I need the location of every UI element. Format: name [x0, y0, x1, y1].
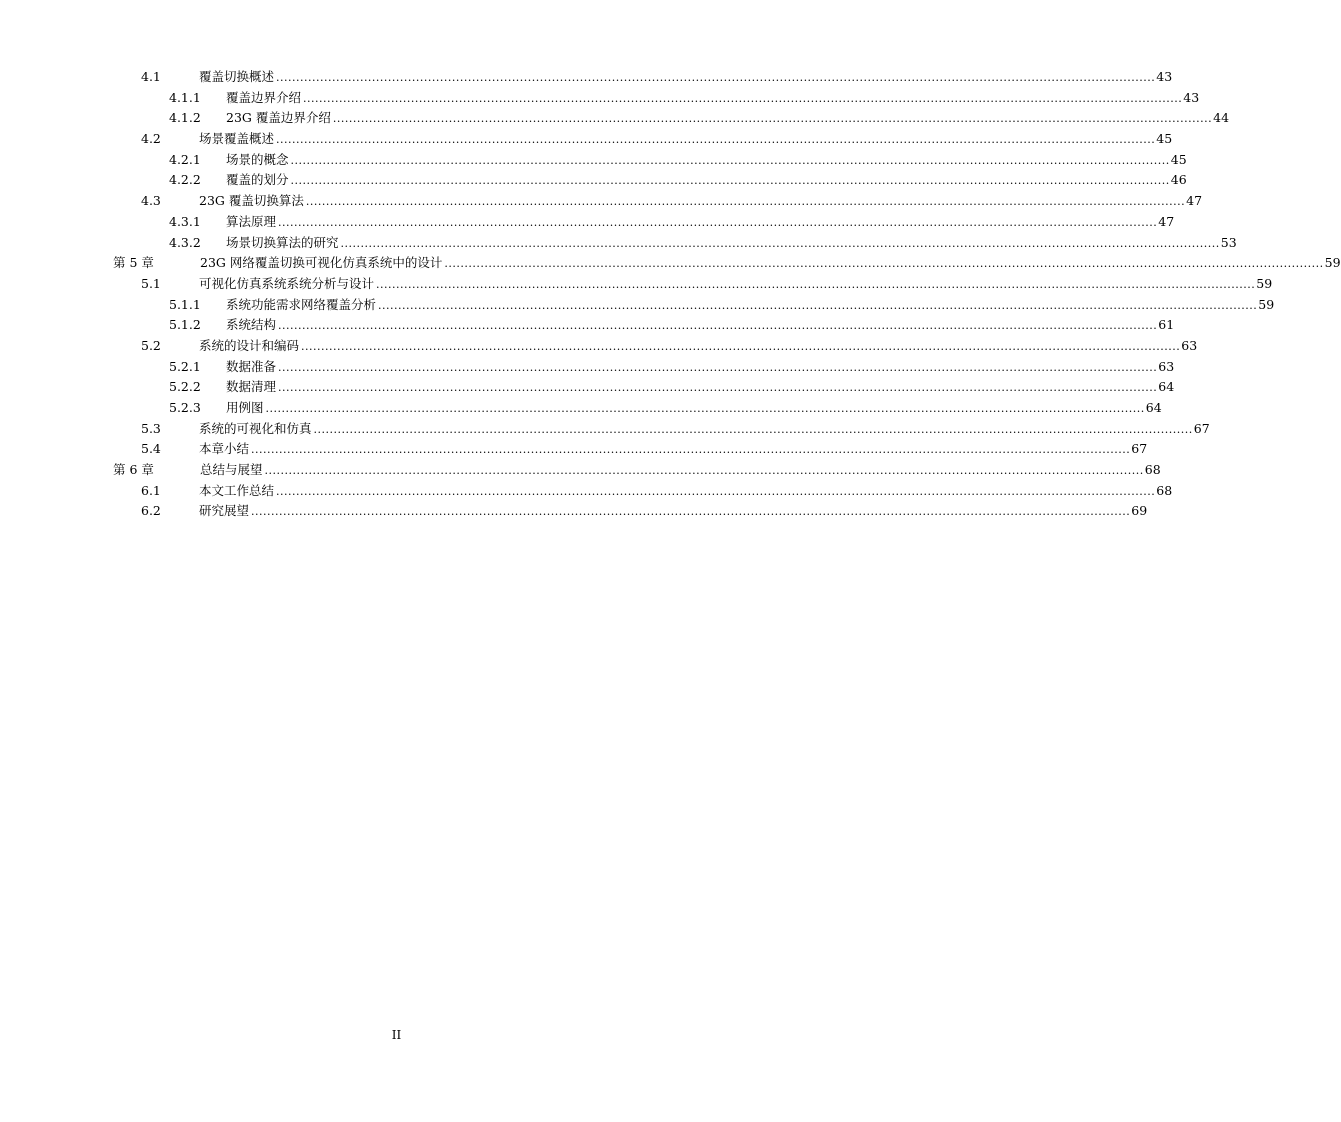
toc-entry-page: 45 — [1156, 131, 1173, 147]
toc-entry-page: 47 — [1158, 213, 1175, 229]
toc-dot-leader: ............................................................................................................................................................................................................................ — [313, 422, 1193, 436]
toc-dot-leader: ............................................................................................................................................................................................................................ — [251, 505, 1131, 519]
toc-entry-title: 数据准备 — [226, 358, 277, 374]
toc-entry-line — [226, 357, 1175, 379]
toc-dot-leader: ............................................................................................................................................................................................................................ — [290, 174, 1170, 188]
toc-entry-line — [199, 274, 1273, 296]
toc-entry-line — [199, 129, 1173, 151]
toc-entry-title: 数据清理 — [226, 379, 277, 395]
toc-entry-title: 用例图 — [226, 400, 264, 415]
toc-dot-leader: ............................................................................................................................................................................................................................ — [332, 112, 1213, 126]
toc-entry-number: 5.2 — [141, 337, 161, 353]
toc-entry-number: 4.1.1 — [169, 89, 201, 105]
toc-entry-title: 覆盖切换概述 — [199, 69, 275, 84]
toc-entry-number: 5.1.1 — [169, 296, 201, 312]
toc-entry-page: 44 — [1213, 110, 1230, 126]
toc-entry-number: 5.2.1 — [169, 358, 201, 374]
toc-dot-leader: ............................................................................................................................................................................................................................ — [278, 381, 1158, 395]
toc-entry[interactable] — [0, 191, 1203, 212]
toc-dot-leader: ............................................................................................................................................................................................................................ — [444, 257, 1324, 271]
toc-entry-number: 5.4 — [141, 441, 161, 457]
toc-entry-page: 43 — [1156, 69, 1173, 84]
toc-entry[interactable] — [0, 170, 1187, 191]
toc-dot-leader: ............................................................................................................................................................................................................................ — [378, 298, 1258, 312]
toc-entry-line — [199, 419, 1210, 441]
toc-entry-number: 4.1 — [141, 69, 161, 84]
toc-dot-leader: ............................................................................................................................................................................................................................ — [376, 277, 1256, 291]
toc-entry-title: 研究展望 — [199, 503, 250, 519]
toc-entry[interactable] — [0, 67, 1173, 88]
toc-entry[interactable] — [0, 501, 1148, 522]
toc-entry-title: 可视化仿真系统系统分析与设计 — [199, 275, 375, 291]
toc-entry[interactable] — [0, 274, 1273, 295]
toc-entry-number: 6.1 — [141, 482, 161, 498]
toc-dot-leader: ............................................................................................................................................................................................................................ — [276, 484, 1156, 498]
toc-entry[interactable] — [0, 233, 1237, 254]
toc-dot-leader: ............................................................................................................................................................................................................................ — [251, 443, 1131, 457]
toc-entry[interactable] — [0, 377, 1175, 398]
toc-dot-leader: ............................................................................................................................................................................................................................ — [290, 153, 1170, 167]
toc-entry-page: 46 — [1170, 172, 1187, 188]
toc-entry-line — [226, 377, 1175, 399]
toc-dot-leader: ............................................................................................................................................................................................................................ — [303, 91, 1183, 105]
toc-entry[interactable] — [0, 253, 1341, 274]
toc-entry-number: 6.2 — [141, 503, 161, 519]
toc-entry-page: 67 — [1131, 441, 1148, 457]
toc-entry-line — [199, 439, 1148, 461]
toc-entry-title: 覆盖的划分 — [226, 172, 289, 188]
toc-entry-page: 59 — [1324, 255, 1341, 271]
toc-entry-line — [226, 150, 1187, 172]
toc-entry-page: 67 — [1193, 420, 1210, 436]
toc-entry-page: 68 — [1144, 462, 1161, 478]
toc-entry-page: 63 — [1158, 358, 1175, 374]
toc-entry-number: 第 5 章 — [113, 255, 154, 271]
toc-entry-page: 61 — [1158, 317, 1175, 333]
toc-entry-number: 4.2.2 — [169, 172, 201, 188]
toc-dot-leader: ............................................................................................................................................................................................................................ — [278, 319, 1158, 333]
toc-entry-page: 59 — [1258, 296, 1275, 312]
toc-entry-line — [226, 315, 1175, 337]
toc-entry-line — [200, 253, 1341, 275]
toc-entry-line — [226, 170, 1187, 192]
toc-entry[interactable] — [0, 419, 1210, 440]
toc-dot-leader: ............................................................................................................................................................................................................................ — [276, 133, 1156, 147]
toc-entry-line — [226, 398, 1162, 420]
toc-dot-leader: ............................................................................................................................................................................................................................ — [305, 195, 1186, 209]
toc-entry-page: 47 — [1186, 193, 1203, 209]
toc-entry-title: 覆盖边界介绍 — [226, 89, 302, 105]
toc-entry-title: 算法原理 — [226, 213, 277, 229]
toc-entry-number: 4.1.2 — [169, 110, 201, 126]
toc-entry-title: 场景覆盖概述 — [199, 131, 275, 147]
toc-entry-line — [226, 108, 1230, 130]
toc-entry-page: 63 — [1181, 337, 1198, 353]
toc-entry-number: 4.3.2 — [169, 234, 201, 250]
toc-entry[interactable] — [0, 439, 1148, 460]
toc-dot-leader: ............................................................................................................................................................................................................................ — [276, 71, 1156, 84]
toc-entry-page: 43 — [1183, 89, 1200, 105]
toc-entry-title: 系统功能需求网络覆盖分析 — [226, 296, 377, 312]
toc-entry-title: 23G 覆盖边界介绍 — [226, 110, 331, 126]
toc-entry-line — [226, 233, 1237, 255]
toc-dot-leader: ............................................................................................................................................................................................................................ — [278, 215, 1158, 229]
toc-entry-page: 69 — [1131, 503, 1148, 519]
toc-entry[interactable] — [0, 150, 1187, 171]
toc-entry-title: 系统的设计和编码 — [199, 337, 300, 353]
toc-entry-line — [226, 88, 1200, 110]
toc-entry-line — [226, 212, 1175, 234]
toc-entry-page: 64 — [1145, 400, 1162, 415]
toc-entry[interactable] — [0, 315, 1175, 336]
toc-entry-number: 4.3 — [141, 193, 161, 209]
toc-entry-title: 本章小结 — [199, 441, 250, 457]
toc-entry-number: 5.1 — [141, 275, 161, 291]
toc-entry[interactable] — [0, 336, 1198, 357]
toc-entry-page: 53 — [1220, 234, 1237, 250]
toc-entry-line — [199, 481, 1173, 503]
toc-entry-number: 5.3 — [141, 420, 161, 436]
toc-entry-page: 59 — [1256, 275, 1273, 291]
toc-entry-page: 68 — [1156, 482, 1173, 498]
toc-entry-title: 本文工作总结 — [199, 482, 275, 498]
toc-entry-line — [226, 295, 1275, 317]
toc-entry-number: 4.3.1 — [169, 213, 201, 229]
toc-entry-line — [199, 191, 1203, 213]
toc-entry[interactable] — [0, 481, 1173, 502]
toc-entry[interactable] — [0, 398, 1162, 419]
page-number: II — [391, 1028, 402, 1042]
toc-entry[interactable] — [0, 212, 1175, 233]
table-of-contents — [0, 67, 1341, 522]
toc-dot-leader: ............................................................................................................................................................................................................................ — [264, 464, 1144, 478]
toc-dot-leader: ............................................................................................................................................................................................................................ — [278, 360, 1158, 374]
toc-entry-title: 场景切换算法的研究 — [226, 234, 339, 250]
toc-entry-title: 系统的可视化和仿真 — [199, 420, 312, 436]
toc-entry-number: 5.2.2 — [169, 379, 201, 395]
toc-dot-leader: ............................................................................................................................................................................................................................ — [340, 236, 1220, 250]
toc-entry-number: 4.2 — [141, 131, 161, 147]
toc-entry[interactable] — [0, 88, 1200, 109]
toc-entry-title: 场景的概念 — [226, 151, 289, 167]
toc-entry[interactable] — [0, 108, 1230, 129]
toc-entry-number: 4.2.1 — [169, 151, 201, 167]
toc-dot-leader: ............................................................................................................................................................................................................................ — [265, 402, 1145, 415]
toc-entry[interactable] — [0, 295, 1275, 316]
toc-entry-line — [199, 501, 1148, 523]
toc-entry-title: 23G 网络覆盖切换可视化仿真系统中的设计 — [200, 255, 443, 271]
toc-entry-page: 45 — [1170, 151, 1187, 167]
toc-entry-title: 总结与展望 — [200, 462, 263, 478]
toc-entry[interactable] — [0, 129, 1173, 150]
toc-entry-line — [199, 67, 1173, 89]
toc-entry-title: 23G 覆盖切换算法 — [199, 193, 304, 209]
toc-entry-line — [199, 336, 1198, 358]
toc-entry-line — [200, 460, 1161, 482]
toc-entry-number: 第 6 章 — [113, 462, 154, 478]
toc-dot-leader: ............................................................................................................................................................................................................................ — [301, 339, 1181, 353]
toc-entry-page: 64 — [1158, 379, 1175, 395]
toc-entry-number: 5.1.2 — [169, 317, 201, 333]
toc-entry[interactable] — [0, 357, 1175, 378]
toc-entry-number: 5.2.3 — [169, 400, 201, 415]
toc-entry-title: 系统结构 — [226, 317, 277, 333]
toc-entry[interactable] — [0, 460, 1161, 481]
